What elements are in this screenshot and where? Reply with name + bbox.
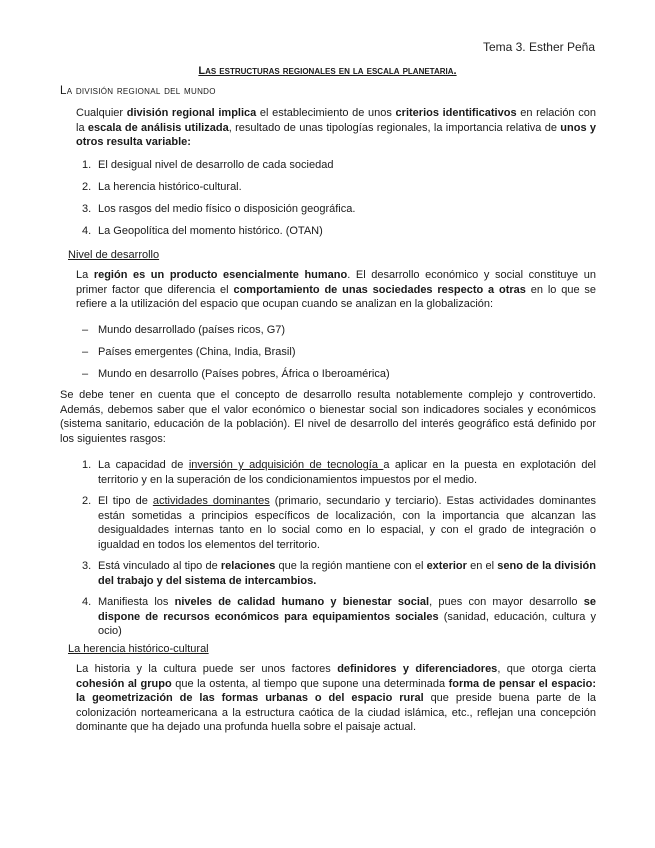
section-heading: La división regional del mundo bbox=[60, 85, 216, 97]
development-list bbox=[82, 323, 390, 382]
list-item: 2. El tipo de actividades dominantes (primario, secundario y terciario). Estas actividades dominantes están sometidas a principios específicos de localización, con la importancia que alcanzan las desigualdades internas tanto en lo social como en lo espacial, y con el grado de integración o igualdad en todos los elementos del territorio. bbox=[82, 495, 596, 551]
list-item: – Países emergentes (China, India, Brasil) bbox=[82, 346, 296, 358]
list-item: 3. Los rasgos del medio físico o disposición geográfica. bbox=[82, 203, 356, 215]
list-item: 4. Manifiesta los niveles de calidad humano y bienestar social, pues con mayor desarrollo se dispone de recursos económicos para equipamientos sociales (sanidad, educación, cultura y ocio) bbox=[82, 596, 596, 637]
criteria-list bbox=[82, 158, 355, 239]
herencia-heading: La herencia histórico-cultural bbox=[68, 643, 209, 655]
page-header: Tema 3. Esther Peña bbox=[482, 40, 595, 54]
list-item: 1. La capacidad de inversión y adquisición de tecnología a aplicar en la puesta en explotación del territorio y en la superación de los condicionamientos impuestos por el medio. bbox=[82, 459, 597, 486]
development-paragraph: Se debe tener en cuenta que el concepto de desarrollo resulta notablemente complejo y controvertido. Además, debemos saber que el valor económico o bienestar social son indicadores sociales y económicos (sistema sanitario, educación de la población). El nivel de desarrollo del interés geográfico está definido por los siguientes rasgos: bbox=[60, 389, 596, 445]
list-item: 2. La herencia histórico-cultural. bbox=[82, 181, 242, 193]
document-title: Las estructuras regionales en la escala planetaria. bbox=[198, 65, 457, 77]
nivel-heading: Nivel de desarrollo bbox=[68, 249, 160, 261]
list-item: 3. Está vinculado al tipo de relaciones que la región mantiene con el exterior en el seno de la división del trabajo y del sistema de intercambios. bbox=[82, 560, 596, 587]
nivel-paragraph: La región es un producto esencialmente humano. El desarrollo económico y social constituye un primer factor que diferencia el comportamiento de unas sociedades respecto a otras en lo que se refiere a la utilización del espacio que ocupan cuando se analizan en la globalización: bbox=[76, 269, 597, 310]
list-item: 4. La Geopolítica del momento histórico. (OTAN) bbox=[82, 225, 323, 237]
herencia-paragraph: La historia y la cultura puede ser unos factores definidores y diferenciadores, que otorga cierta cohesión al grupo que la ostenta, al tiempo que supone una determinada forma de pensar el espacio: la geometrización de las formas urbanas o del espacio rural que preside buena parte de la colonización norteamericana a la estructura caótica de la ciudad islámica, etc., reflejan una concepción dominante que ha dejado una profunda huella sobre el paisaje actual. bbox=[76, 663, 596, 733]
rasgos-list bbox=[82, 458, 596, 639]
intro-paragraph: Cualquier división regional implica el establecimiento de unos criterios identificativos en relación con la escala de análisis utilizada, resultado de unas tipologías regionales, la importancia relativa de unos y otros resulta variable: bbox=[76, 107, 597, 148]
list-item: 1. El desigual nivel de desarrollo de cada sociedad bbox=[82, 159, 334, 171]
list-item: – Mundo en desarrollo (Países pobres, África o Iberoamérica) bbox=[82, 368, 390, 380]
list-item: – Mundo desarrollado (países ricos, G7) bbox=[82, 324, 286, 336]
